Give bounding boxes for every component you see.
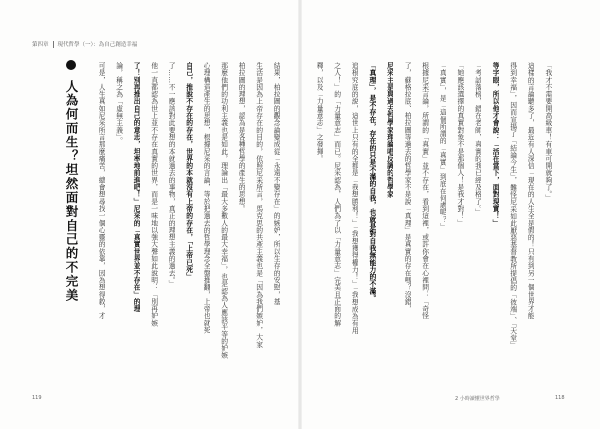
right-text-column: 等字眼，所以他才會說：「活在當下，面對現實！」: [491, 62, 500, 227]
running-header: [32, 40, 137, 48]
right-text-column: 尼采主是與過去哲學家理論唱反調的哲學家: [385, 62, 394, 198]
right-text-column: 這樣的言論聽多了，最近有人深信「現在的人生全是假的！只有到另一個世界才能: [526, 62, 535, 320]
right-text-column: 追根究底的說，這世上只有的全都是「我想勝利！」「我想獲得權力！」「我想成為有用: [350, 62, 359, 335]
chapter-label: 第四章: [32, 42, 49, 48]
left-text-column: 結果，柏拉圖的觀念論變成從「永遠不變存在」的嫉妒，所以生存的安慰，基: [272, 62, 281, 306]
left-text-column: 他一直都認為世上並不存在真實的世界，而是一味地以強大聲如此說明：「別再妒嫉: [149, 62, 158, 327]
right-text-column: 根據尼采言論，所謂的「真實」並不存在，看到這裡，或許你會在心裡問：「奇怪: [420, 62, 429, 320]
section-heading: [62, 60, 80, 302]
page-number-left: 119: [32, 395, 42, 401]
left-text-column: 那麼他們的功利主義也是如此，理論出「最大多數人的最大幸福」，也是認為人應該平等的妒嫉: [219, 62, 228, 359]
right-text-column: 「真理」，是不存在，存在的只是不滿的自我，也就是對自我無能力的不滿。: [367, 62, 376, 302]
heading-text: 人為何而生？坦然面對自己的不完美: [64, 79, 79, 303]
page-number-right: 118: [555, 395, 565, 401]
right-text-column: 「考試落榜，錯在老師，真實的我已經及格了。」: [473, 62, 482, 216]
right-text-column: 得到幸福」，因而宣揚了「結論今生」，難怪尼采如此厭惡基督教所提倡的「彼端」、「天堂」: [508, 62, 517, 349]
left-text-column: 自己，推說不存在的存在，世界的本就沒有上帝的存在，「上帝已死」: [184, 62, 193, 281]
right-page: [300, 0, 600, 429]
section-label: 現代哲學（一）：為自己創造幸福: [57, 42, 138, 48]
right-text-column: 之人！」的「力量意志」而已。尼采認為，人們為了以「力量意志」完美且正面的解: [332, 62, 341, 327]
header-divider: [53, 41, 54, 48]
right-text-column: 「我才不需要開高級車！有車可開就夠了。」: [543, 62, 552, 202]
right-text-column: 釋，以及「力量意志」之發揮。: [315, 62, 324, 163]
left-text-column: 可是，人生真如尼采所言那麼痛苦，總會想尋找一個心靈的依靠，因為想得救，才: [97, 62, 106, 320]
left-text-column: 了……不一應該對此要想的本就過去的事物，真正的理想主義的過去。」: [167, 62, 176, 288]
running-footer: 2 小時讀懂世界哲學: [455, 396, 500, 402]
right-text-column: 「她應該選擇的真實對象不是那個人！是我才對！」: [455, 62, 464, 227]
right-text-column: 了，蘇格拉底、柏拉圖等過去的哲學家不是說「真理」是真實的存在嗎？沒錯，: [403, 62, 412, 313]
left-text-column: 生活是因為上帝存在的目的，依照尼采所言，馬克思的共產主義也是「因為我們嫉妒，大家: [254, 62, 263, 348]
right-text-column: 「真實」，是「這個所謂的「真實」到底在何處呢？」: [438, 62, 447, 231]
left-text-column: 心理構造產生的思想，根據尼采的言論，等於把過去的哲學理念全盤推翻，上帝也就死: [202, 62, 211, 334]
left-text-column: 了！別再推出自己的意志，坦率地前進吧！」尼采的「真實世界並不存在」的理: [132, 62, 141, 313]
left-text-column: 論，稱之為「虛無主義」。: [114, 62, 123, 145]
left-text-column: 柏拉圖的理想，認為是各種哲學的產生的思想。: [237, 62, 246, 213]
heading-bullet-icon: [66, 60, 76, 70]
